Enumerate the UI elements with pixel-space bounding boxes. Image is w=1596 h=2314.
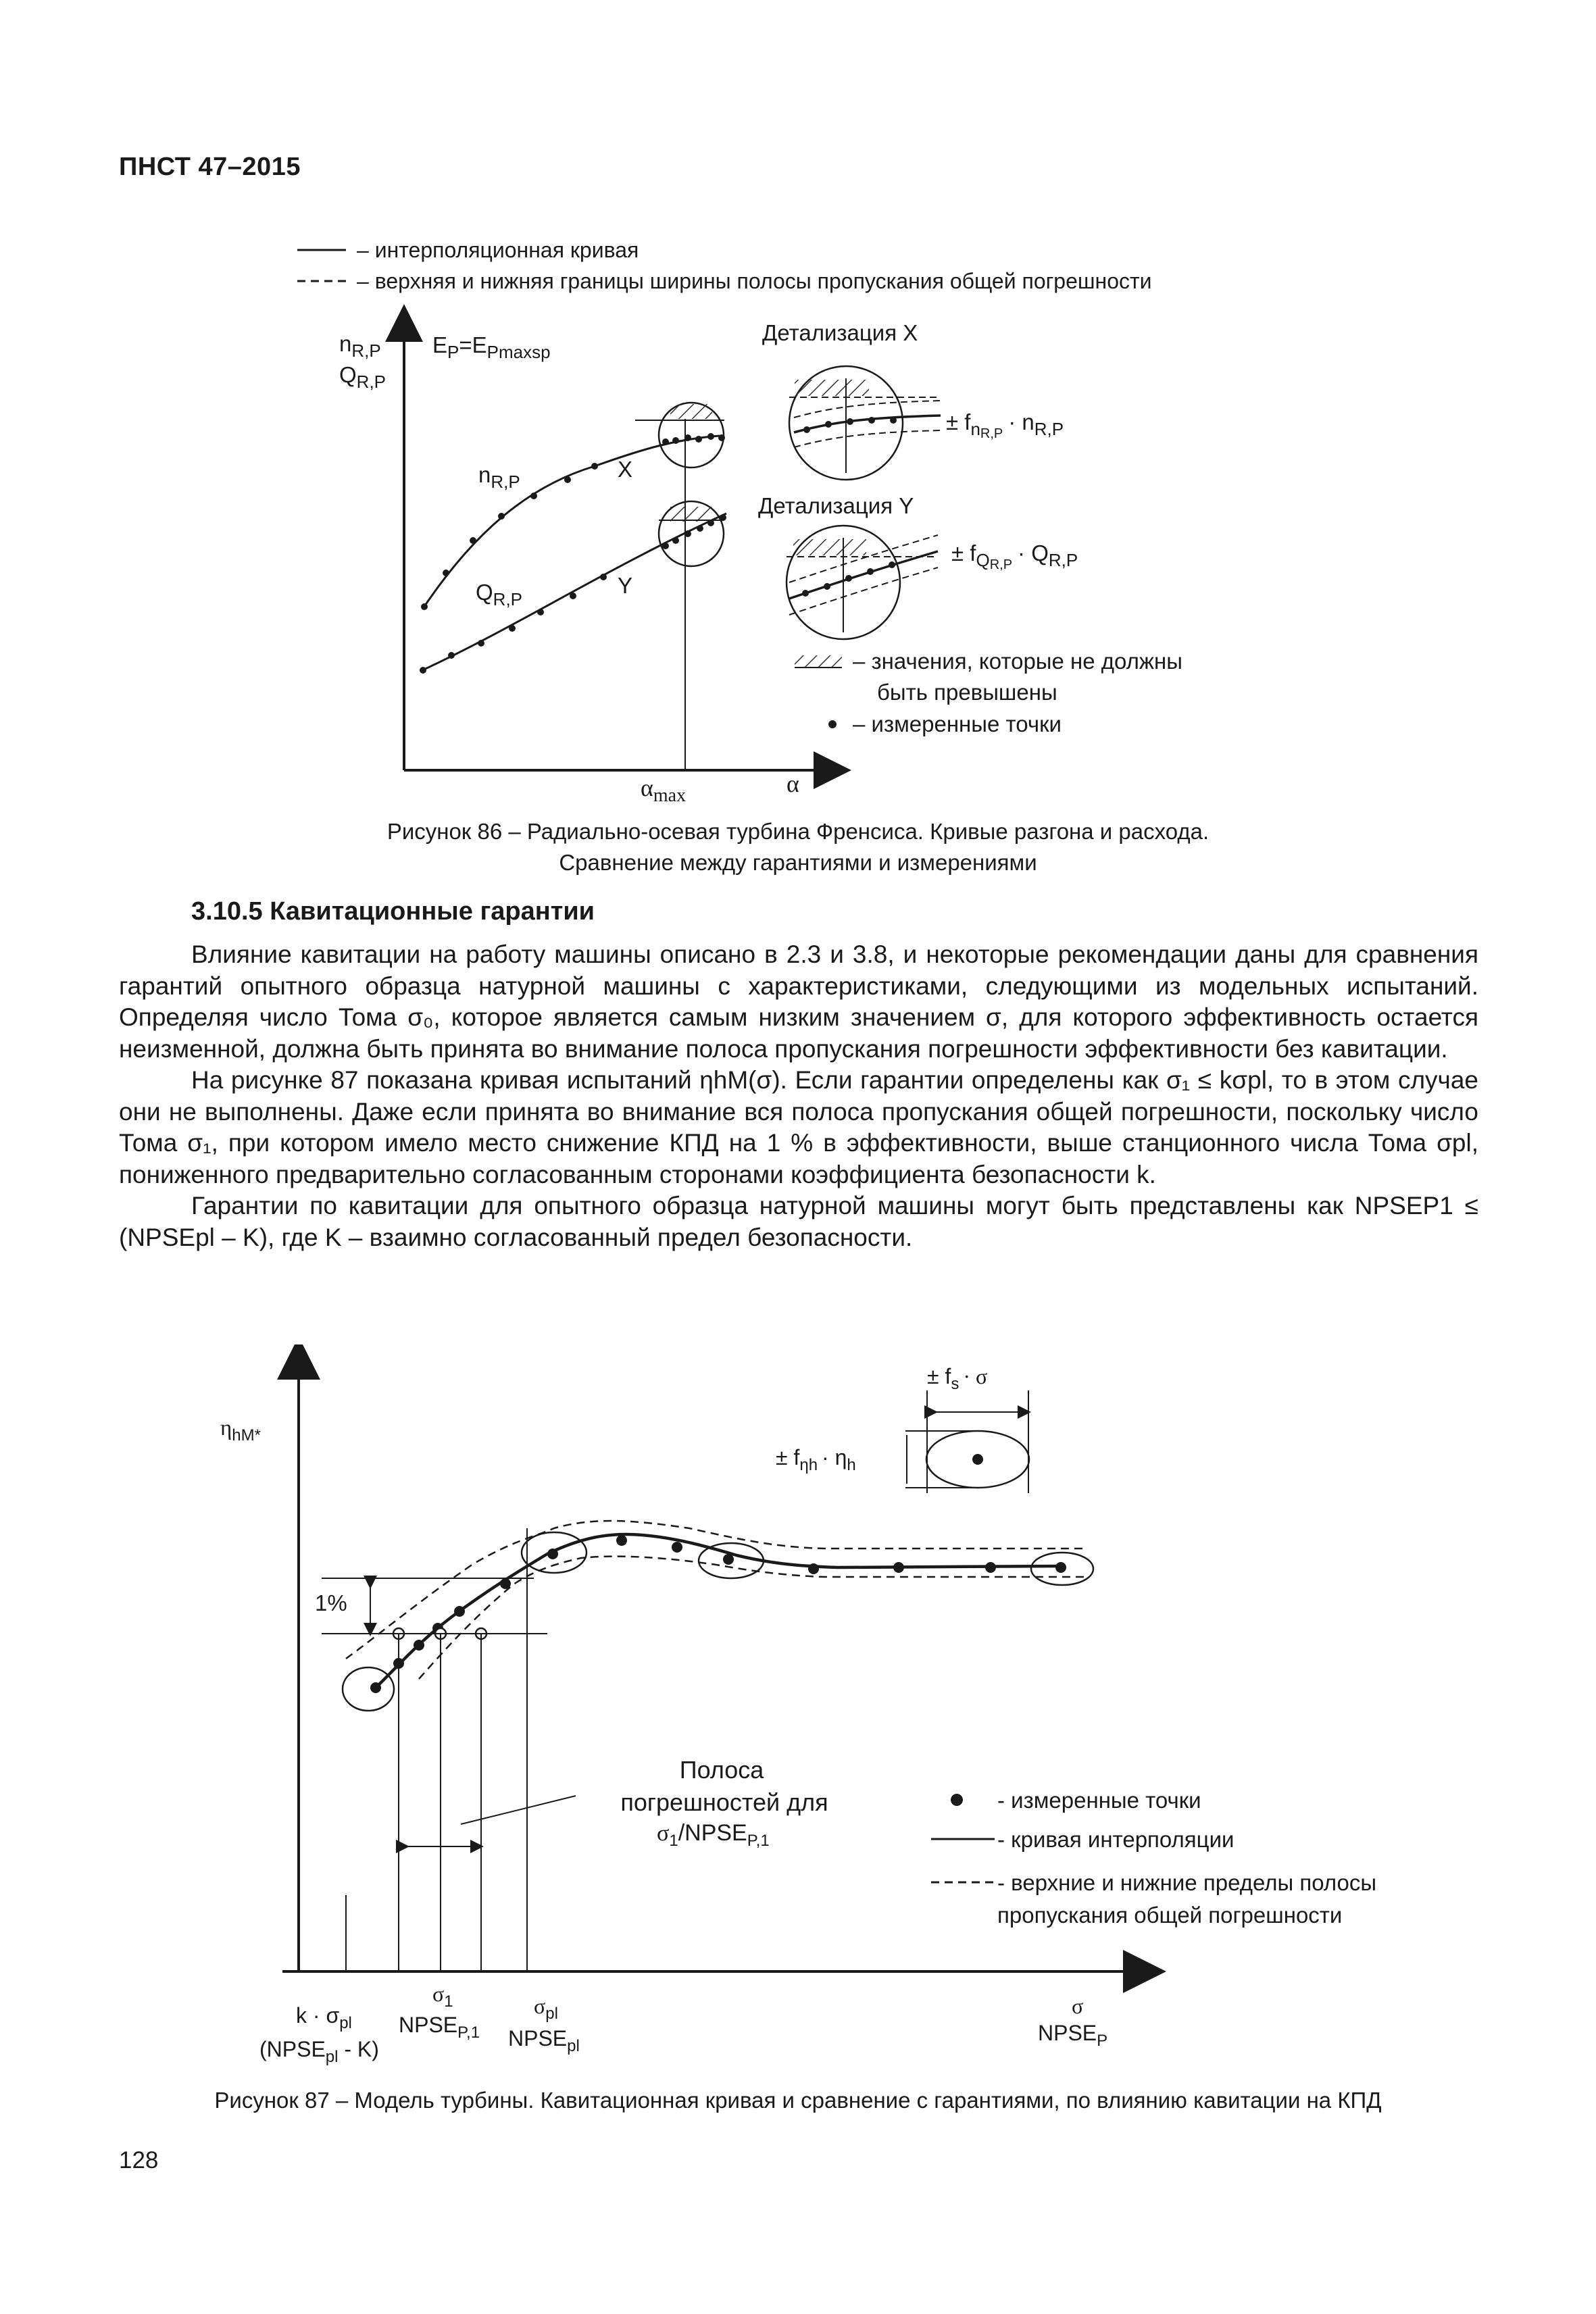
band-label-line2: погрешностей для: [620, 1788, 828, 1816]
x-npse-k-label: $(NPSE_{pl} - K)$: [259, 2037, 379, 2066]
caption-line-2: Сравнение между гарантиями и измерениями: [559, 850, 1037, 875]
x-axis-sigma-label: σ: [1072, 1994, 1084, 2018]
dot-legend-swatch: [828, 720, 837, 728]
x-npse-pl-label: $NPSE_{pl}$: [508, 2026, 580, 2055]
point-x-label: X: [618, 457, 633, 482]
x-sigma-pl-label: $\sigma_{pl}$: [534, 1994, 558, 2023]
legend-solid-text: – интерполяционная кривая: [357, 238, 639, 262]
figure-87-caption: Рисунок 87 – Модель турбины. Кавитационная кривая и сравнение с гарантиями, по влиянию кавитации на КПД: [214, 2088, 1382, 2113]
legend-dashed-text: – верхняя и нижняя границы ширины полосы пропускания общей погрешности: [357, 269, 1152, 293]
x-k-sigma-label: $k \cdot \sigma_{pl}$: [296, 2003, 352, 2032]
band-label-line1: Полоса: [679, 1756, 764, 1784]
legend-dot-87: [951, 1794, 963, 1806]
tol-n-label: ± $f_nR,P \cdot n_{R,P}$: [946, 409, 1064, 441]
figure-87: [0, 1344, 1596, 2108]
figure-86-caption: [0, 816, 1596, 878]
tol-eta-label: ± $f_{\eta h} \cdot \eta_h$: [776, 1445, 856, 1474]
figure-86: [0, 223, 1596, 818]
legend-solid-text-87: - кривая интерполяции: [997, 1827, 1235, 1852]
x-npse-p1-label: $NPSE_{P,1}$: [399, 2013, 480, 2042]
section-title: 3.10.5 Кавитационные гарантии: [191, 897, 595, 926]
band-label-line3: $\sigma_1/NPSE_{P,1}$: [657, 1820, 770, 1850]
one-percent-label: 1%: [315, 1590, 347, 1615]
paragraph-1: Влияние кавитации на работу машины описано в 2.3 и 3.8, и некоторые рекомендации даны для сравнения гарантий опытного образца натурной машины с характеристиками, следующими из модельных испытаний. Определяя число Тома σ₀, которое является самым низким значением σ, для которого эффективность остается неизменной, должна быть принята во внимание полоса пропускания погрешности эффективности без кавитации.: [119, 940, 1478, 1063]
tol-q-label: ± $f_QR,P \cdot Q_{R,P}$: [951, 540, 1078, 572]
standard-header: ПНСТ 47–2015: [119, 153, 301, 181]
caption-line-1: Рисунок 86 – Радиально-осевая турбина Френсиса. Кривые разгона и расхода.: [386, 819, 1210, 844]
tol-sigma-label: ± $f_s \cdot \sigma$: [927, 1364, 988, 1393]
y-label-q: $Q_{R,P}$: [339, 362, 386, 392]
ep-label: $E_P=E_{Pmaxsp}$: [432, 332, 551, 362]
page-number: 128: [119, 2147, 159, 2173]
hatch-legend-swatch: [795, 655, 842, 668]
measured-points-87: [370, 1535, 1066, 1693]
band-lower: [419, 1557, 1088, 1679]
detail-x-title: Детализация X: [762, 320, 918, 345]
legend-hatch-line2: быть превышены: [877, 680, 1057, 705]
curve-ellipse-1: [343, 1667, 394, 1711]
detail-y-title: Детализация Y: [758, 493, 914, 518]
n-curve: [422, 436, 720, 609]
legend-dashed-text-87-2: пропускания общей погрешности: [997, 1903, 1343, 1928]
point-y-label: Y: [618, 573, 633, 598]
x-sigma1-label: $\sigma_1$: [432, 1982, 453, 2011]
legend-dashed-text-87-1: - верхние и нижние пределы полосы: [997, 1870, 1377, 1895]
q-curve: [422, 513, 726, 670]
interpolation-curve: [376, 1534, 1061, 1688]
curve-q-label: $Q_{R,P}$: [476, 580, 523, 609]
paragraph-3: Гарантии по кавитации для опытного образца натурной машины могут быть представлены как NPSEP1 ≤ (NPSEpl – K), где K – взаимно согласованный предел безопасности.: [119, 1192, 1478, 1251]
curve-n-label: $n_{R,P}$: [478, 462, 520, 492]
x-axis-label: α: [787, 770, 799, 797]
legend-hatch-line1: – значения, которые не должны: [853, 649, 1182, 674]
x-max-label: $\alpha_{max}$: [641, 774, 687, 806]
paragraph-2: На рисунке 87 показана кривая испытаний ηhM(σ). Если гарантии определены как σ₁ ≤ kσpl, то в этом случае они не выполнены. Даже если принята во внимание вся полоса пропускания общей погрешности, поскольку число Тома σ₁, при котором имело место снижение КПД на 1 % в эффективности, выше станционного числа Тома σpl, пониженного предварительно согласованным сторонами коэффициента безопасности k.: [119, 1066, 1478, 1188]
x-axis-npse-label: $NPSE_P$: [1038, 2021, 1108, 2050]
body-text: [119, 939, 1478, 1253]
y-label-eta: $\eta_{hM*}$: [220, 1416, 261, 1444]
legend-dot-text: – измеренные точки: [853, 711, 1062, 736]
y-label-n: $n_{R,P}$: [339, 331, 381, 361]
legend-dot-text-87: - измеренные точки: [997, 1788, 1201, 1813]
